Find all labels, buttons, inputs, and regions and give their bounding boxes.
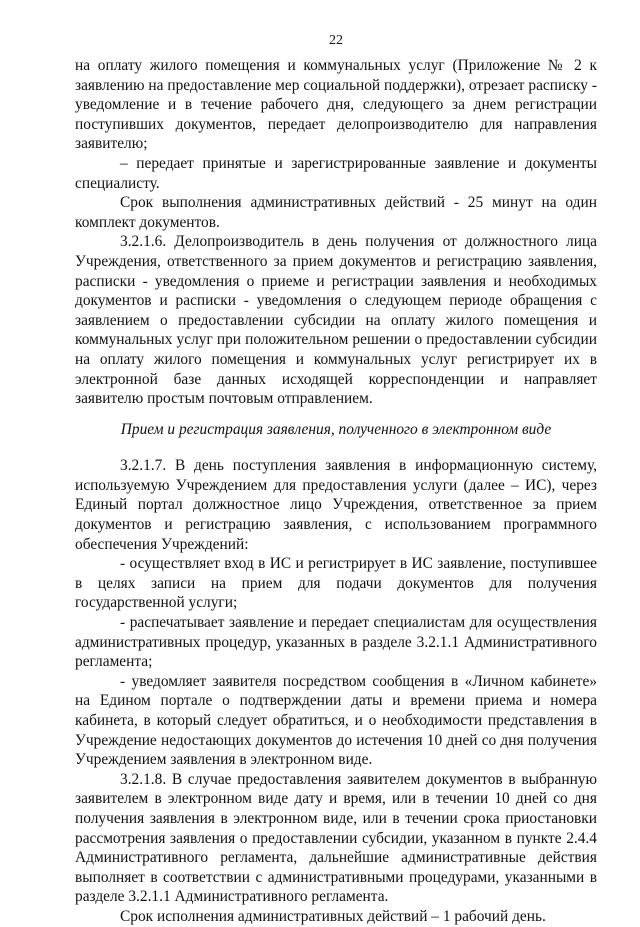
paragraph: – передает принятые и зарегистрированные заявление и документы специалисту. bbox=[75, 154, 597, 192]
paragraph: 3.2.1.6. Делопроизводитель в день получения от должностного лица Учреждения, ответственного за прием документов и регистрацию заявления, расписки - уведомления о приеме и регистрации заявления и необходимых документов и расписки - уведомления о следующем периоде обращения с заявлением о предоставлении субсидии на оплату жилого помещения и коммунальных услуг при положительном решении о предоставлении субсидии на оплату жилого помещения и коммунальных услуг регистрирует их в электронной базе данных исходящей корреспонденции и направляет заявителю простым почтовым отправлением. bbox=[75, 233, 597, 408]
page-number: 22 bbox=[329, 33, 343, 48]
document-page bbox=[75, 32, 597, 927]
paragraph: 3.2.1.8. В случае предоставления заявителем документов в выбранную заявителем в электронном виде дату и время, или в течении 10 дней со дня получения заявления в электронном виде, или в течении срока приостановки рассмотрения заявления о предоставлении субсидии, указанном в пункте 2.4.4 Административного регламента, дальнейшие административные действия выполняет в соответствии с административными процедурами, указанными в разделе 3.2.1.1 Административного регламента. bbox=[75, 770, 597, 906]
paragraph: на оплату жилого помещения и коммунальных услуг (Приложение № 2 к заявлению на предоставление мер социальной поддержки), отрезает расписку - уведомление и в течение рабочего дня, следующего за днем регистрации поступивших документов, передает делопроизводителю для направления заявителю; bbox=[75, 57, 597, 153]
paragraph: Срок выполнения административных действий - 25 минут на один комплект документов. bbox=[75, 194, 597, 231]
paragraph: 3.2.1.7. В день поступления заявления в информационную систему, используемую Учреждением для предоставления услуги (далее – ИС), через Единый портал должностное лицо Учреждения, ответственное за прием документов и регистрацию заявления, с использованием программного обеспечения Учреждений: bbox=[75, 457, 597, 553]
paragraphs-top bbox=[75, 56, 597, 409]
section-heading: Прием и регистрация заявления, полученного в электронном виде bbox=[120, 420, 552, 438]
paragraph: - уведомляет заявителя посредством сообщения в «Личном кабинете» на Едином портале о подтверждении даты и времени приема и номера кабинета, в который следует обратиться, и о необходимости представления в Учреждение недостающих документов до истечения 10 дней со дня получения Учреждением заявления в электронном виде. bbox=[75, 672, 597, 769]
paragraph: Срок исполнения административных действий – 1 рабочий день. bbox=[120, 907, 546, 925]
paragraphs-bottom bbox=[75, 456, 597, 926]
paragraph: - осуществляет вход в ИС и регистрирует в ИС заявление, поступившее в целях записи на прием для подачи документов для получения государственной услуги; bbox=[75, 555, 597, 612]
paragraph: - распечатывает заявление и передает специалистам для осуществления административных процедур, указанных в разделе 3.2.1.1 Административного регламента; bbox=[75, 614, 597, 671]
